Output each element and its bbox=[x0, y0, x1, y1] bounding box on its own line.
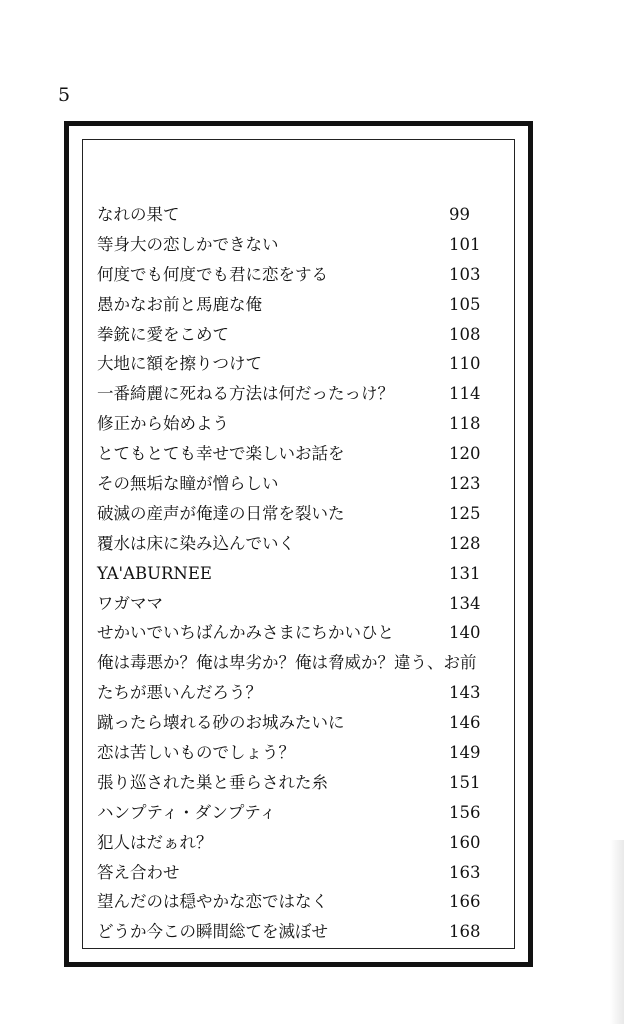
toc-entry-page: 151 bbox=[449, 772, 481, 792]
toc-entry-page: 99 bbox=[449, 205, 470, 224]
toc-entry-page: 123 bbox=[449, 474, 481, 494]
toc-entry-page: 140 bbox=[449, 623, 481, 643]
toc-entry-title: 恋は苦しいものでしょう？ bbox=[97, 743, 295, 763]
toc-entry-page: 110 bbox=[449, 354, 481, 374]
toc-entry-page: 143 bbox=[449, 683, 481, 703]
toc-entry bbox=[97, 320, 517, 350]
toc-entry-page: 131 bbox=[449, 563, 481, 583]
toc-entry bbox=[97, 589, 517, 619]
toc-entry-title: YA'ABURNEE bbox=[97, 563, 212, 583]
toc-entry bbox=[97, 349, 517, 379]
toc-entry bbox=[97, 828, 517, 858]
toc-entry-page: 118 bbox=[449, 414, 481, 434]
toc-entry-page: 146 bbox=[449, 713, 481, 733]
toc-entry bbox=[97, 559, 517, 589]
toc-entry bbox=[97, 887, 517, 917]
toc-entry bbox=[97, 529, 517, 559]
toc-entry bbox=[97, 917, 517, 947]
toc-entry-title: どうか今この瞬間総てを滅ぼせ bbox=[97, 922, 328, 942]
toc-entry-title: 愚かなお前と馬鹿な俺 bbox=[97, 294, 262, 314]
toc-entry-title: たちが悪いんだろう？ bbox=[97, 683, 262, 703]
toc-entry bbox=[97, 798, 517, 828]
page-edge-shadow bbox=[610, 840, 624, 1024]
toc-entry-title: とてもとても幸せで楽しいお話を bbox=[97, 444, 345, 464]
toc-entry-title: 修正から始めよう bbox=[97, 414, 229, 434]
toc-entry-page: 120 bbox=[449, 444, 481, 464]
page-number: 5 bbox=[58, 84, 71, 106]
toc-entry-page: 108 bbox=[449, 324, 481, 344]
toc-entry bbox=[97, 439, 517, 469]
toc-entry-title: 大地に額を擦りつけて bbox=[97, 354, 262, 374]
toc-entry-page: 156 bbox=[449, 802, 481, 822]
toc-entry-title: その無垢な瞳が憎らしい bbox=[97, 474, 279, 494]
table-of-contents bbox=[97, 200, 517, 947]
toc-entry-page: 101 bbox=[449, 234, 481, 254]
toc-entry bbox=[97, 708, 517, 738]
toc-entry bbox=[97, 230, 517, 260]
toc-entry-title: 答え合わせ bbox=[97, 862, 180, 882]
toc-entry-title: ハンプティ・ダンプティ bbox=[97, 802, 277, 822]
toc-entry-title: せかいでいちばんかみさまにちかいひと bbox=[97, 623, 394, 643]
toc-entry-page: 134 bbox=[449, 593, 481, 613]
toc-entry-title: 蹴ったら壊れる砂のお城みたいに bbox=[97, 713, 345, 733]
toc-entry-page: 128 bbox=[449, 533, 481, 553]
toc-entry-title: 望んだのは穏やかな恋ではなく bbox=[97, 892, 328, 912]
toc-entry-title: 破滅の産声が俺達の日常を裂いた bbox=[97, 503, 345, 523]
toc-entry-page: 125 bbox=[449, 503, 481, 523]
toc-entry bbox=[97, 738, 517, 768]
toc-entry-page: 103 bbox=[449, 264, 481, 284]
toc-entry-page: 149 bbox=[449, 743, 481, 763]
toc-entry bbox=[97, 260, 517, 290]
toc-entry bbox=[97, 409, 517, 439]
toc-entry bbox=[97, 499, 517, 529]
toc-entry-title: ワガママ bbox=[97, 593, 163, 613]
toc-entry bbox=[97, 379, 517, 409]
toc-entry bbox=[97, 290, 517, 320]
toc-entry bbox=[97, 200, 517, 230]
toc-entry bbox=[97, 768, 517, 798]
toc-entry-title: 等身大の恋しかできない bbox=[97, 234, 279, 254]
toc-entry-title: 犯人はだぁれ？ bbox=[97, 832, 213, 852]
toc-entry-page: 166 bbox=[449, 892, 481, 912]
toc-entry-page: 114 bbox=[449, 384, 481, 404]
toc-entry-title: なれの果て bbox=[97, 205, 180, 224]
toc-entry-title: 覆水は床に染み込んでいく bbox=[97, 533, 295, 553]
toc-entry bbox=[97, 618, 517, 648]
toc-entry bbox=[97, 469, 517, 499]
toc-entry-page: 105 bbox=[449, 294, 481, 314]
toc-entry-title: 一番綺麗に死ねる方法は何だったっけ？ bbox=[97, 384, 394, 404]
toc-entry bbox=[97, 858, 517, 888]
toc-entry-page: 163 bbox=[449, 862, 481, 882]
toc-entry-page: 168 bbox=[449, 922, 481, 942]
toc-entry bbox=[97, 648, 517, 678]
toc-entry-title: 張り巡された巣と垂らされた糸 bbox=[97, 772, 328, 792]
toc-entry-page: 160 bbox=[449, 832, 481, 852]
toc-entry-title: 俺は毒悪か？俺は卑劣か？俺は脅威か？違う、お前 bbox=[97, 653, 477, 673]
toc-entry bbox=[97, 678, 517, 708]
toc-entry-title: 何度でも何度でも君に恋をする bbox=[97, 264, 328, 284]
toc-entry-title: 拳銃に愛をこめて bbox=[97, 324, 229, 344]
